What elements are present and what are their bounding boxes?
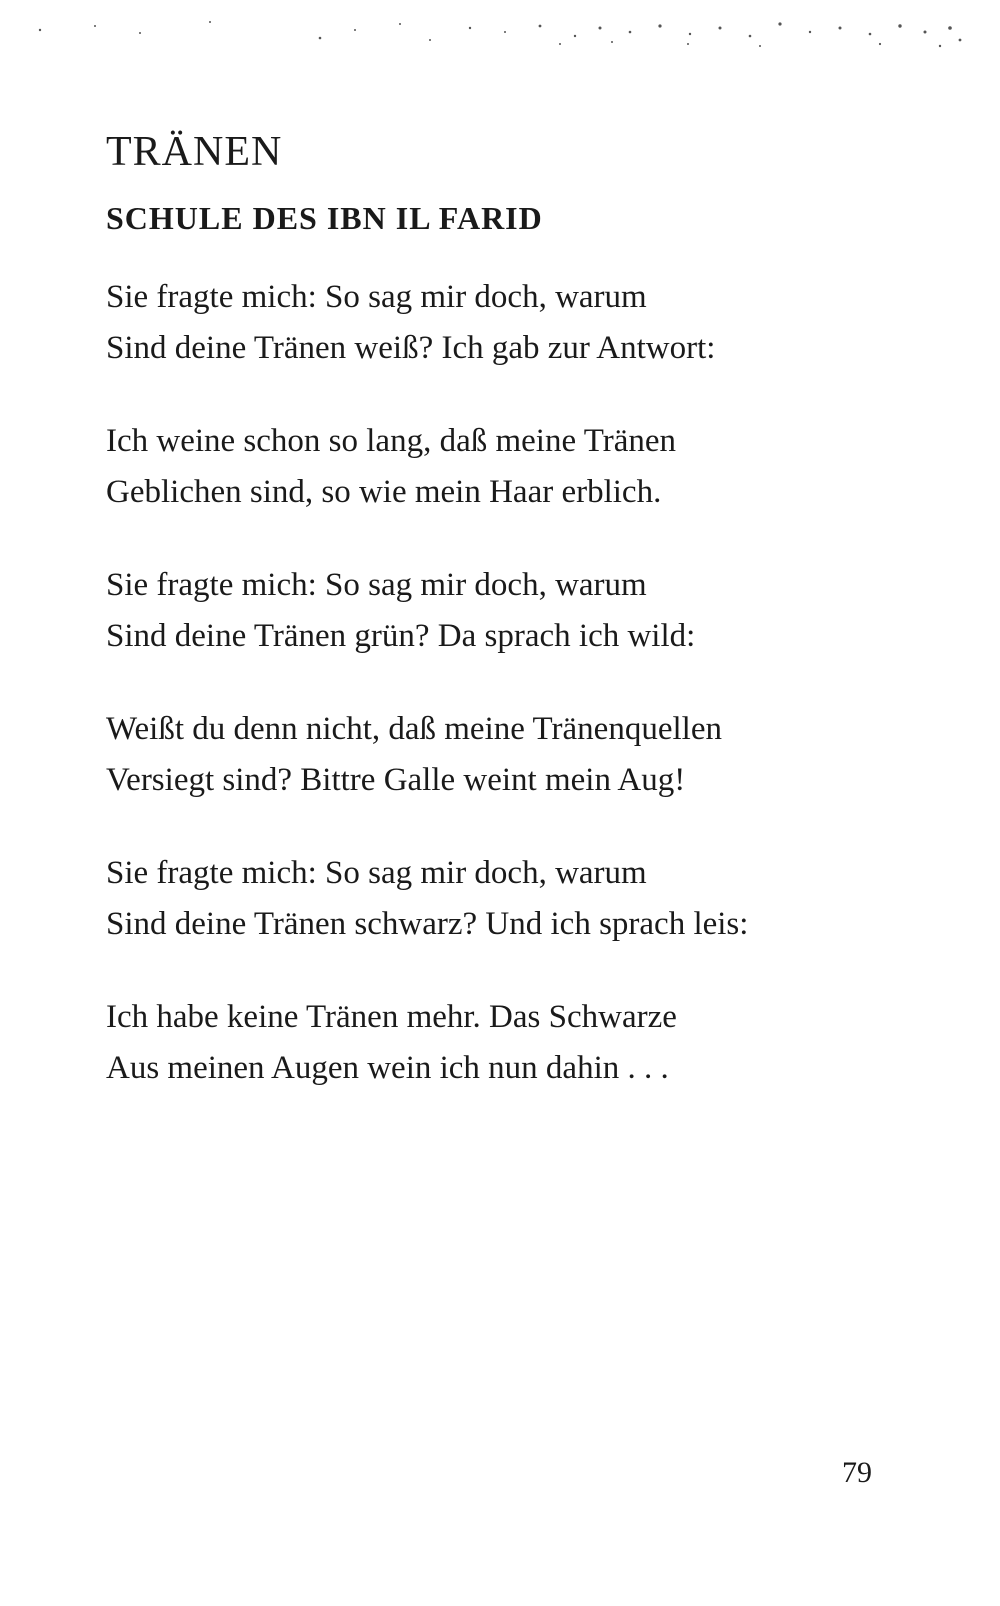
poem-line: Sind deine Tränen grün? Da sprach ich wild:	[106, 618, 696, 654]
stanza	[106, 272, 966, 374]
stanza	[106, 848, 966, 950]
poem-line: Ich weine schon so lang, daß meine Tränen	[106, 423, 677, 459]
poem-line: Aus meinen Augen wein ich nun dahin . . .	[106, 1050, 669, 1086]
poem-line: Versiegt sind? Bittre Galle weint mein Aug!	[106, 762, 686, 798]
poem-line: Geblichen sind, so wie mein Haar erblich.	[106, 474, 662, 510]
stanza	[106, 704, 966, 806]
poem-line: Sie fragte mich: So sag mir doch, warum	[106, 855, 647, 891]
page-number: 79	[842, 1456, 872, 1489]
stanza	[106, 560, 966, 662]
poem-line: Sie fragte mich: So sag mir doch, warum	[106, 279, 647, 315]
poem-line: Sie fragte mich: So sag mir doch, warum	[106, 567, 647, 603]
poem-body	[106, 272, 966, 1136]
poem-line: Ich habe keine Tränen mehr. Das Schwarze	[106, 999, 677, 1035]
scan-speckle-decoration	[0, 0, 1000, 90]
poem-title: TRÄNEN	[106, 129, 283, 175]
poem-line: Sind deine Tränen schwarz? Und ich sprach leis:	[106, 906, 749, 942]
poem-line: Weißt du denn nicht, daß meine Tränenquellen	[106, 711, 722, 747]
poem-line: Sind deine Tränen weiß? Ich gab zur Antwort:	[106, 330, 716, 366]
poem-subtitle: SCHULE DES IBN IL FARID	[106, 200, 543, 236]
stanza	[106, 416, 966, 518]
stanza	[106, 992, 966, 1094]
